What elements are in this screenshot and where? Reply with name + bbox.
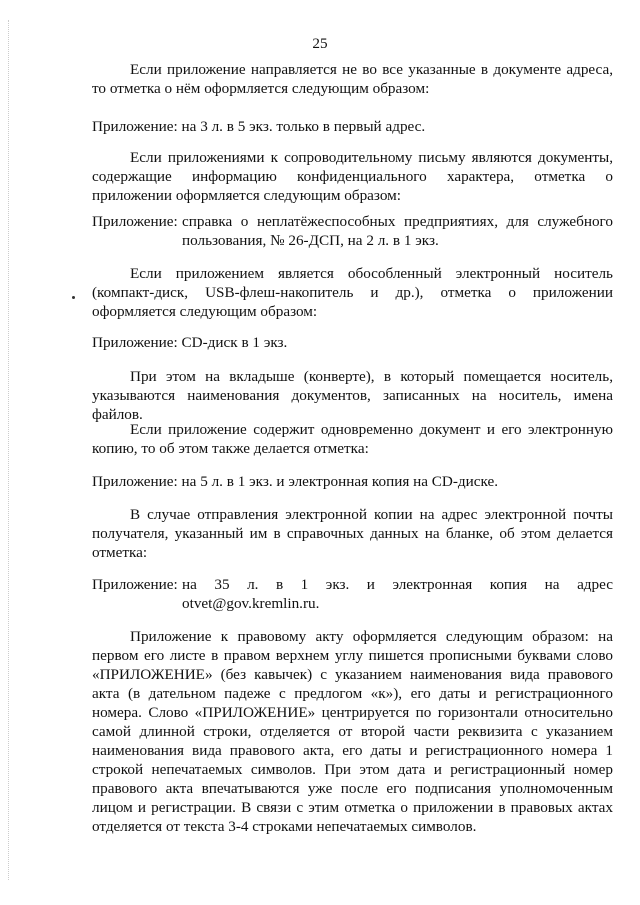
example-cd-disk: Приложение: CD-диск в 1 экз. [92,334,288,351]
example-label: Приложение: [92,213,178,230]
example-label: Приложение: [92,576,178,593]
example-confidential-text: справка о неплатёжеспособных предприятиях, для служебного пользования, № 26-ДСП, на 2 л. в 1 экз. [182,213,613,249]
paragraph-electronic-copy: Если приложение содержит одновременно документ и его электронную копию, то об этом также делается отметка: [92,421,613,457]
example-first-address: Приложение: на 3 л. в 5 экз. только в первый адрес. [92,118,426,135]
scan-edge-artifact [8,20,9,880]
example-electronic-copy: Приложение: на 5 л. в 1 экз. и электронная копия на CD-диске. [92,473,499,490]
paragraph-confidential-attachments: Если приложениями к сопроводительному письму являются документы, содержащие информацию конфиденциального характера, отметка о приложении оформляется следующим образом: [92,149,613,204]
paragraph-legal-act-appendix: Приложение к правовому акту оформляется следующим образом: на первом его листе в правом верхнем углу пишется прописными буквами слово «ПРИЛОЖЕНИЕ» (без кавычек) с указанием наименования вида правового акта (в дательном падеже с предлогом «к»), его даты и регистрационного номера. Слово «ПРИЛОЖЕНИЕ» центрируется по горизонтали относительно самой длинной строки, отделяется от второй части реквизита с указанием наименования вида правового акта, его даты и регистрационного номера 1 строкой непечатаемых символов. При этом дата и регистрационный номер правового акта впечатываются уже после его подписания уполномоченным лицом и регистрации. В связи с этим отметка о приложении в правовых актах отделяется от текста 3-4 строками непечатаемых символов. [92,628,613,835]
example-email [92,575,613,613]
paragraph-electronic-media: Если приложением является обособленный электронный носитель (компакт-диск, USB-флеш-накопитель и др.), отметка о приложении оформляется следующим образом: [92,265,613,320]
paragraph-insert-envelope: При этом на вкладыше (конверте), в который помещается носитель, указываются наименования документов, записанных на носитель, имена файлов. [92,368,613,423]
example-confidential [92,212,613,250]
paragraph-partial-addresses: Если приложение направляется не во все указанные в документе адреса, то отметка о нём оформляется следующим образом: [92,61,613,97]
scan-speck [72,296,75,299]
example-email-text: на 35 л. в 1 экз. и электронная копия на адрес otvet@gov.kremlin.ru. [182,576,613,612]
paragraph-email-copy: В случае отправления электронной копии на адрес электронной почты получателя, указанный им в справочных данных на бланке, об этом делается отметка: [92,506,613,561]
page-number: 25 [312,35,328,52]
